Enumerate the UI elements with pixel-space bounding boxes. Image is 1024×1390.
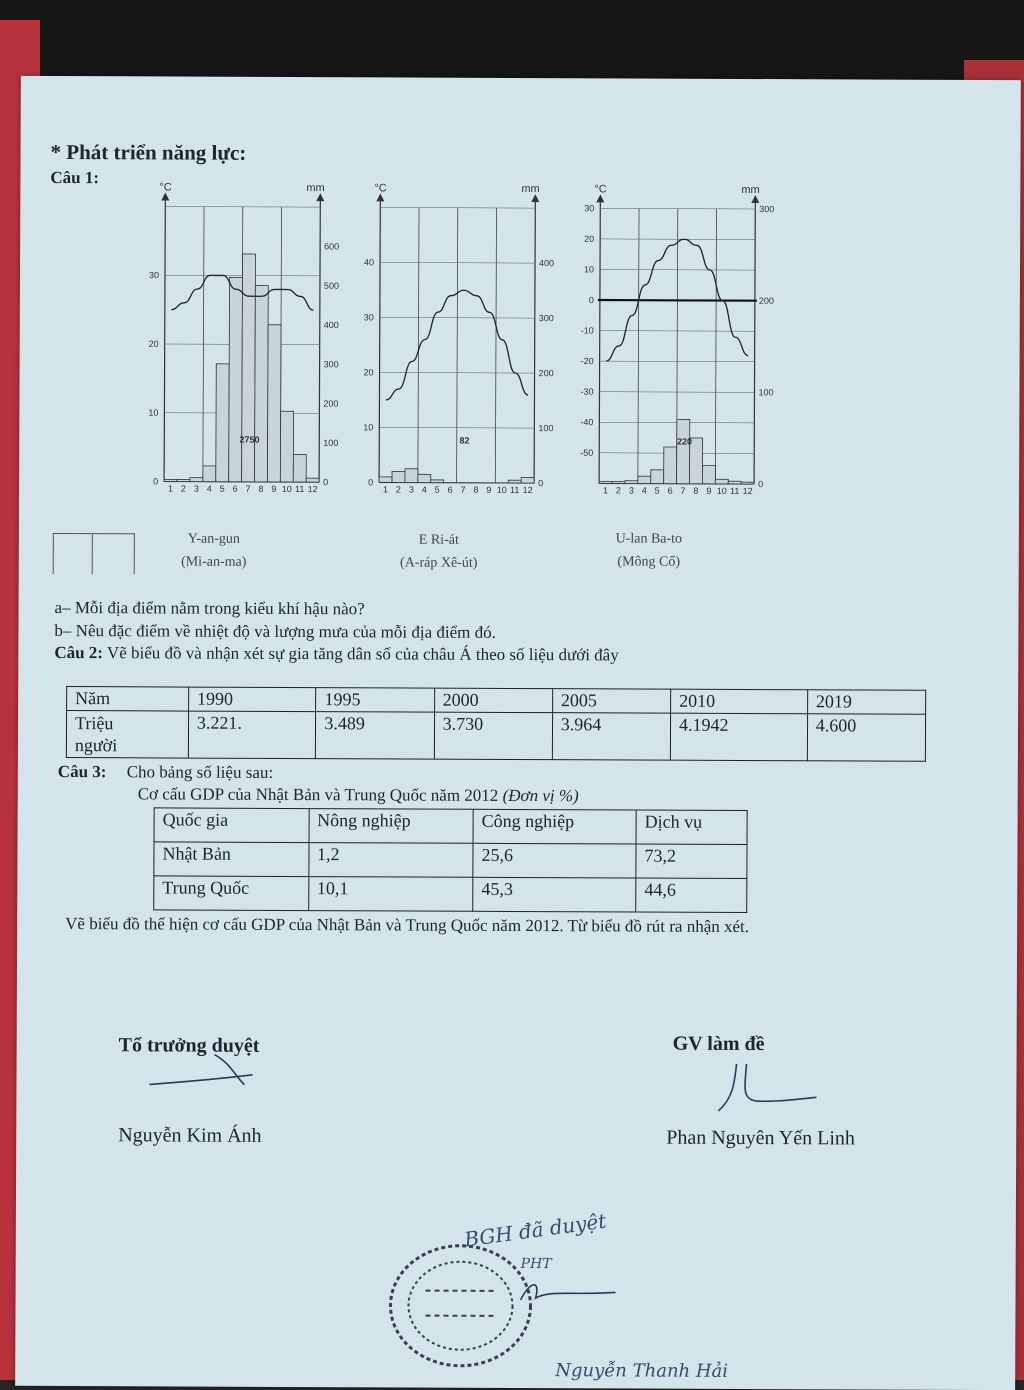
head-signature — [144, 1044, 264, 1095]
rain-bar — [677, 420, 690, 484]
month-label: 9 — [486, 485, 491, 495]
gdp-caption — [138, 784, 579, 806]
grid-line — [600, 361, 755, 362]
grid-line — [495, 208, 496, 483]
table-cell: 3.964 — [552, 713, 670, 761]
grid-line — [380, 207, 535, 208]
table-cell: 1,2 — [308, 843, 473, 878]
left-axis-arrow — [376, 193, 384, 201]
grid-line — [380, 317, 535, 318]
month-label: 10 — [717, 486, 727, 496]
tick-label: 200 — [539, 368, 554, 378]
teacher-name: Phan Nguyên Yến Linh — [666, 1127, 855, 1151]
month-label: 3 — [629, 485, 634, 495]
tick-label: -10 — [581, 325, 594, 335]
approval-role: PHT — [521, 1256, 552, 1272]
teacher-signature — [706, 1059, 826, 1120]
row-label-line-2: người — [75, 735, 117, 755]
tick-label: 600 — [324, 241, 339, 251]
rain-bar — [190, 478, 203, 482]
gdp-table — [153, 807, 747, 913]
question-2-label: Câu 2: — [54, 643, 103, 662]
rain-bar — [164, 479, 177, 481]
table-row — [154, 808, 747, 845]
grid-line — [379, 427, 534, 428]
tick-label: 30 — [584, 203, 594, 213]
month-label: 11 — [730, 486, 739, 496]
tick-label: 10 — [148, 408, 158, 418]
chart-country-eriat: (A-ráp Xê-út) — [339, 555, 539, 572]
right-axis — [754, 201, 755, 484]
table-cell: Năm — [67, 687, 189, 712]
table-cell: Công nghiệp — [473, 809, 636, 844]
rain-bar — [715, 479, 728, 484]
tick-label: 0 — [153, 476, 158, 486]
tick-label: -20 — [581, 356, 594, 366]
question-2-text: Vẽ biểu đồ và nhận xét sự gia tăng dân số của châu Á theo số liệu dưới đây — [107, 643, 619, 664]
table-row — [66, 711, 925, 762]
grid-line — [600, 239, 755, 240]
tick-label: 200 — [759, 296, 774, 306]
section-title: * Phát triển năng lực: — [50, 140, 246, 166]
month-label: 8 — [473, 485, 478, 495]
rain-bar — [599, 482, 612, 484]
grid-line — [599, 392, 754, 393]
right-axis-arrow — [531, 194, 539, 202]
month-label: 2 — [616, 485, 621, 495]
tick-label: 100 — [323, 438, 338, 448]
question-3 — [58, 762, 273, 783]
approval-note: BGH đã duyệt — [463, 1209, 608, 1252]
question-3-label: Câu 3: — [58, 762, 107, 781]
month-label: 11 — [295, 484, 304, 494]
rain-bar — [664, 447, 677, 484]
table-cell: 4.600 — [807, 714, 925, 762]
rain-bar — [431, 480, 444, 483]
month-label: 8 — [258, 484, 263, 494]
table-cell: 73,2 — [636, 844, 747, 878]
table-cell: 3.221. — [188, 711, 316, 759]
teacher-title: GV làm đề — [673, 1033, 765, 1056]
chart-name-yangun: Y-an-gun — [114, 531, 314, 548]
grid-line — [600, 208, 755, 209]
question-3-intro: Cho bảng số liệu sau: — [127, 762, 273, 782]
row-label-line-1: Triệu — [75, 713, 113, 733]
month-label: 6 — [233, 484, 238, 494]
rain-bar — [521, 478, 534, 484]
tick-label: 300 — [759, 204, 774, 214]
month-label: 5 — [655, 486, 660, 496]
month-label: 5 — [435, 485, 440, 495]
left-axis — [599, 200, 600, 483]
question-1b: b– Nêu đặc điểm về nhiệt độ và lượng mưa của mỗi địa điểm đó. — [54, 621, 496, 643]
rain-bar — [267, 325, 281, 482]
table-cell: 1990 — [188, 687, 316, 712]
month-label: 10 — [282, 484, 292, 494]
month-label: 4 — [642, 486, 647, 496]
question-1-label: Câu 1: — [50, 168, 99, 188]
table-cell-row-label — [66, 711, 188, 759]
month-label: 2 — [181, 484, 186, 494]
grid-line — [600, 269, 755, 270]
table-row — [154, 876, 747, 913]
chart-name-ulanbato: U-lan Ba-to — [549, 531, 749, 548]
rain-bar — [625, 481, 638, 484]
month-label: 6 — [668, 486, 673, 496]
tick-label: 20 — [584, 234, 594, 244]
month-label: 8 — [693, 486, 698, 496]
month-label: 7 — [460, 485, 465, 495]
table-cell: 25,6 — [473, 843, 636, 878]
table-cell: Dịch vụ — [636, 810, 747, 844]
month-label: 4 — [422, 485, 427, 495]
climate-chart-ulanbato — [559, 188, 770, 519]
month-label: 3 — [409, 485, 414, 495]
rainfall-total-label: 220 — [677, 436, 692, 446]
tick-label: 400 — [539, 258, 554, 268]
rain-bar — [280, 411, 293, 482]
rainfall-total-label: 82 — [459, 435, 469, 445]
month-label: 9 — [271, 484, 276, 494]
chart-name-eriat: E Ri-át — [339, 532, 539, 549]
rainfall-total-label: 2750 — [239, 435, 259, 445]
month-label: 5 — [220, 484, 225, 494]
rain-bar — [612, 482, 625, 484]
table-cell: Trung Quốc — [154, 876, 309, 911]
right-axis-arrow — [316, 193, 324, 201]
month-label: 1 — [168, 483, 173, 493]
tick-label: 0 — [758, 479, 763, 489]
table-row — [154, 842, 747, 879]
left-axis — [379, 199, 380, 482]
grid-line — [638, 209, 639, 484]
month-label: 6 — [448, 485, 453, 495]
grid-line — [457, 208, 458, 483]
tick-label: 30 — [364, 312, 374, 322]
tick-label: 100 — [758, 387, 773, 397]
month-label: 3 — [194, 484, 199, 494]
school-stamp — [380, 1235, 541, 1376]
table-cell: Nhật Bản — [154, 842, 309, 877]
table-cell: Nông nghiệp — [309, 809, 474, 844]
tick-label: 10 — [584, 264, 594, 274]
tick-label: -50 — [580, 448, 593, 458]
table-cell: 3.489 — [316, 712, 434, 760]
tick-label: 400 — [324, 320, 339, 330]
month-label: 12 — [743, 486, 753, 496]
right-axis — [319, 199, 320, 482]
population-table — [66, 686, 926, 762]
rain-bar — [405, 469, 418, 483]
climate-chart-eriat — [339, 187, 550, 518]
month-label: 7 — [245, 484, 250, 494]
unit-label-mm: mm — [306, 182, 324, 194]
month-label: 12 — [523, 485, 533, 495]
grid-line — [165, 206, 320, 207]
grid-line — [418, 208, 419, 483]
tick-label: 20 — [149, 339, 159, 349]
chart-country-yangun: (Mi-an-ma) — [114, 554, 314, 571]
table-cell: Quốc gia — [154, 808, 309, 843]
month-label: 11 — [510, 485, 519, 495]
rain-bar — [177, 480, 190, 482]
month-label: 9 — [706, 486, 711, 496]
rain-bar — [392, 471, 405, 482]
left-axis-arrow — [161, 192, 169, 200]
head-name: Nguyễn Kim Ánh — [118, 1124, 261, 1148]
gdp-caption-unit: (Đơn vị %) — [503, 786, 579, 805]
table-cell: 2000 — [434, 688, 552, 713]
right-axis — [534, 200, 535, 483]
exam-paper — [15, 76, 1021, 1390]
unit-label-mm: mm — [741, 184, 759, 196]
left-axis-arrow — [596, 194, 604, 202]
question-3-task: Vẽ biểu đồ thể hiện cơ cấu GDP của Nhật Bản và Trung Quốc năm 2012. Từ biểu đồ rút ra nhận xét. — [65, 914, 965, 938]
grid-line — [715, 209, 716, 484]
rain-bar — [242, 254, 256, 482]
rain-bar — [216, 364, 229, 482]
left-axis — [164, 198, 165, 481]
table-cell: 10,1 — [308, 877, 473, 912]
rain-bar — [741, 482, 754, 484]
rain-bar — [293, 455, 306, 483]
tick-label: 300 — [539, 313, 554, 323]
tick-label: 0 — [323, 477, 328, 487]
tick-label: -40 — [580, 417, 593, 427]
rain-bar — [728, 481, 741, 484]
rain-bar — [702, 465, 715, 483]
rain-bar — [306, 478, 319, 482]
month-label: 4 — [207, 484, 212, 494]
table-cell: 1995 — [316, 688, 434, 713]
tick-label: -30 — [580, 387, 593, 397]
rain-bar — [203, 466, 216, 482]
chart-country-ulanbato: (Mông Cổ) — [549, 554, 749, 571]
tick-label: 500 — [324, 281, 339, 291]
month-label: 1 — [383, 484, 388, 494]
tick-label: 300 — [324, 359, 339, 369]
climate-chart-yangun — [124, 186, 335, 517]
table-cell: 3.730 — [434, 712, 552, 760]
rain-bar — [255, 285, 269, 481]
grid-line — [380, 262, 535, 263]
head-approval-title: Tổ trưởng duyệt — [119, 1034, 260, 1058]
unit-label-celsius: °C — [374, 182, 386, 194]
table-cell: 2010 — [671, 689, 808, 714]
tick-label: 30 — [149, 270, 159, 280]
table-cell: 2005 — [552, 689, 670, 714]
unit-label-celsius: °C — [159, 181, 171, 193]
rain-bar — [638, 476, 651, 483]
month-label: 10 — [497, 485, 507, 495]
tick-label: 100 — [538, 423, 553, 433]
table-cell: 44,6 — [636, 878, 747, 912]
tick-label: 10 — [363, 422, 373, 432]
month-label: 2 — [396, 484, 401, 494]
bottom-name: Nguyễn Thanh Hải — [555, 1360, 728, 1382]
unit-label-mm: mm — [521, 183, 539, 195]
table-cell: 45,3 — [473, 877, 636, 912]
tick-label: 20 — [364, 367, 374, 377]
rain-bar — [379, 477, 392, 483]
month-label: 7 — [680, 486, 685, 496]
table-cell: 2019 — [807, 690, 925, 715]
month-label: 12 — [308, 484, 318, 494]
rain-bar — [651, 470, 664, 484]
tick-label: 0 — [538, 478, 543, 488]
question-1a: a– Mỗi địa điểm nằm trong kiểu khí hậu nào? — [54, 598, 364, 619]
question-2 — [54, 643, 618, 665]
month-label: 1 — [603, 485, 608, 495]
grid-line — [380, 372, 535, 373]
rain-bar — [229, 277, 243, 481]
tick-label: 40 — [364, 257, 374, 267]
rain-bar — [418, 474, 431, 482]
unit-label-celsius: °C — [594, 183, 606, 195]
gdp-caption-text: Cơ cấu GDP của Nhật Bản và Trung Quốc năm 2012 — [138, 784, 499, 805]
tick-label: 200 — [323, 399, 338, 409]
table-cell: 4.1942 — [670, 713, 807, 761]
tick-label: 0 — [589, 295, 594, 305]
right-axis-arrow — [751, 195, 759, 203]
rain-bar — [508, 480, 521, 483]
tick-label: 0 — [368, 477, 373, 487]
zero-line — [598, 300, 757, 301]
